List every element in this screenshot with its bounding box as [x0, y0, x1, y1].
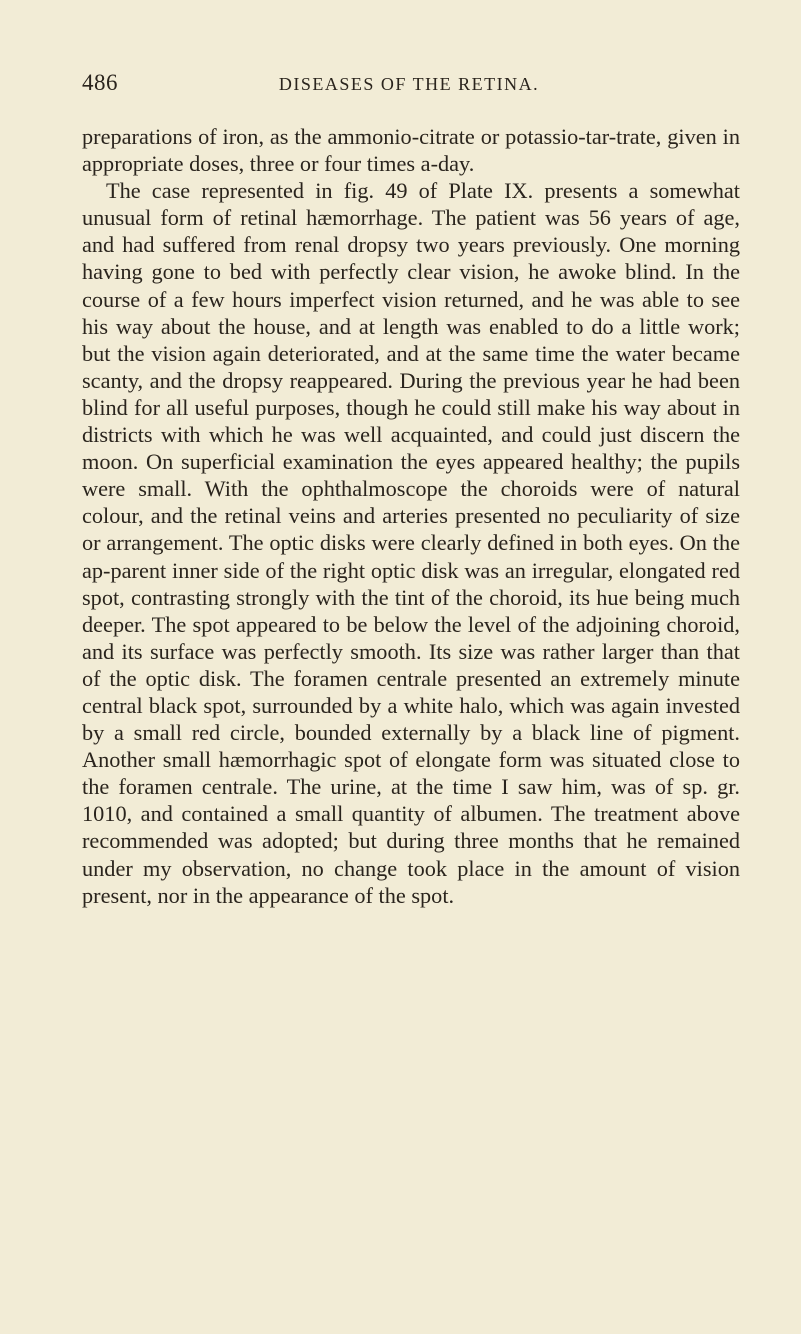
paragraph-case-report: The case represented in fig. 49 of Plate IX. presents a somewhat unusual form of retinal hæmorrhage. The patient was 56 years of age, and had suffered from renal dropsy two years previously. One morning having gone to bed with perfectly clear vision, he awoke blind. In the course of a few hours imperfect vision returned, and he was able to see his way about the house, and at length was enabled to do a little work; but the vision again deteriorated, and at the same time the water became scanty, and the dropsy reappeared. During the previous year he had been blind for all useful purposes, though he could still make his way about in districts with which he was well acquainted, and could just discern the moon. On superficial examination the eyes appeared healthy; the pupils were small. With the ophthalmoscope the choroids were of natural colour, and the retinal veins and arteries presented no peculiarity of size or arrangement. The optic disks were clearly defined in both eyes. On the ap-parent inner side of the right optic disk was an irregular, elongated red spot, contrasting strongly with the tint of the choroid, its hue being much deeper. The spot appeared to be below the level of the adjoining choroid, and its surface was perfectly smooth. Its size was rather larger than that of the optic disk. The foramen centrale presented an extremely minute central black spot, surrounded by a white halo, which was again invested by a small red circle, bounded externally by a black line of pigment. Another small hæmorrhagic spot of elongate form was situated close to the foramen centrale. The urine, at the time I saw him, was of sp. gr. 1010, and contained a small quantity of albumen. The treatment above recommended was adopted; but during three months that he remained under my observation, no change took place in the amount of vision present, nor in the appearance of the spot.: [82, 178, 740, 908]
page-header: [82, 70, 736, 102]
paragraph-continuation: preparations of iron, as the ammonio-citrate or potassio-tar-trate, given in appropriate doses, three or four times a-day.: [82, 124, 740, 177]
body-text: [82, 123, 740, 909]
page-number: 486: [82, 70, 118, 95]
running-head: DISEASES OF THE RETINA.: [278, 74, 540, 94]
